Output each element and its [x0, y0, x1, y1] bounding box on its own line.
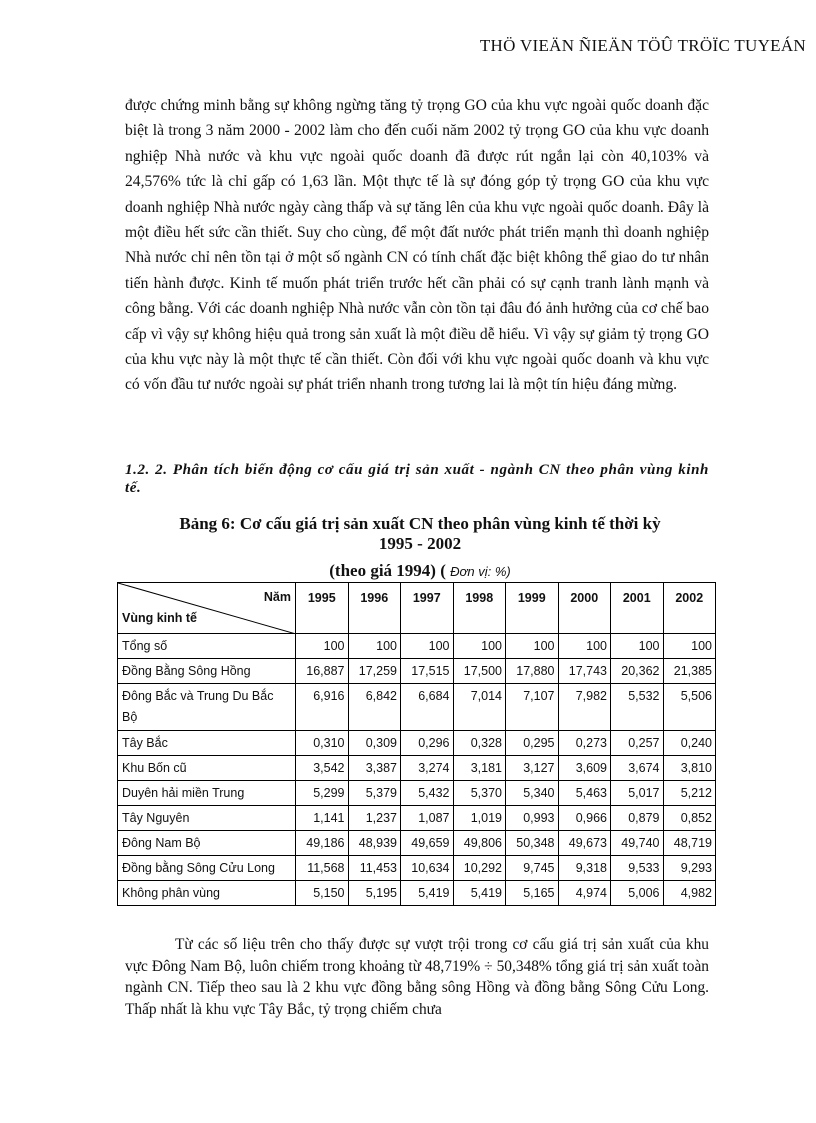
value-cell: 0,273 [558, 731, 611, 756]
value-cell: 7,107 [506, 684, 559, 731]
region-cell: Tây Nguyên [118, 806, 296, 831]
value-cell: 0,993 [506, 806, 559, 831]
region-cell: Duyên hải miền Trung [118, 781, 296, 806]
value-cell: 0,296 [401, 731, 454, 756]
table-caption-line1: Bảng 6: Cơ cấu giá trị sản xuất CN theo phân vùng kinh tế thời kỳ [179, 514, 661, 533]
value-cell: 1,237 [348, 806, 401, 831]
value-cell: 10,292 [453, 856, 506, 881]
body-paragraph-2: Từ các số liệu trên cho thấy được sự vượt trội trong cơ cấu giá trị sản xuất của khu vực Đông Nam Bộ, luôn chiếm trong khoảng từ 48,719% ÷ 50,348% tổng giá trị sản xuất toàn ngành CN. Tiếp theo sau là 2 khu vực đồng bằng sông Hồng và đồng bằng Sông Cửu Long. Thấp nhất là khu vực Tây Bắc, tỷ trọng chiếm chưa [125, 936, 709, 1018]
region-cell: Tổng số [118, 634, 296, 659]
value-cell: 0,257 [611, 731, 664, 756]
header-region-label: Vùng kinh tế [122, 611, 197, 625]
value-cell: 5,165 [506, 881, 559, 906]
year-header-cell: 1995 [296, 583, 349, 634]
value-cell: 3,810 [663, 756, 716, 781]
table-header-row [118, 583, 716, 634]
value-cell: 49,740 [611, 831, 664, 856]
value-cell: 3,181 [453, 756, 506, 781]
value-cell: 5,532 [611, 684, 664, 731]
value-cell: 3,542 [296, 756, 349, 781]
value-cell: 0,240 [663, 731, 716, 756]
year-header-cell: 2001 [611, 583, 664, 634]
table-row [118, 684, 716, 731]
region-cell: Không phân vùng [118, 881, 296, 906]
region-cell: Tây Bắc [118, 731, 296, 756]
table-caption [110, 514, 730, 554]
table-row [118, 781, 716, 806]
value-cell: 5,419 [453, 881, 506, 906]
value-cell: 6,842 [348, 684, 401, 731]
year-header-cell: 1998 [453, 583, 506, 634]
table-caption-line2: 1995 - 2002 [378, 534, 462, 553]
value-cell: 48,939 [348, 831, 401, 856]
value-cell: 49,186 [296, 831, 349, 856]
value-cell: 17,500 [453, 659, 506, 684]
value-cell: 9,745 [506, 856, 559, 881]
year-header-cell: 1997 [401, 583, 454, 634]
value-cell: 0,852 [663, 806, 716, 831]
value-cell: 100 [611, 634, 664, 659]
value-cell: 5,212 [663, 781, 716, 806]
value-cell: 1,087 [401, 806, 454, 831]
value-cell: 6,684 [401, 684, 454, 731]
value-cell: 100 [296, 634, 349, 659]
header-corner-cell [118, 583, 296, 634]
value-cell: 10,634 [401, 856, 454, 881]
value-cell: 5,463 [558, 781, 611, 806]
value-cell: 100 [506, 634, 559, 659]
region-cell: Đông Bắc và Trung Du Bắc Bộ [118, 684, 296, 731]
value-cell: 0,295 [506, 731, 559, 756]
value-cell: 0,309 [348, 731, 401, 756]
value-cell: 5,017 [611, 781, 664, 806]
year-header-cell: 2000 [558, 583, 611, 634]
table-row [118, 856, 716, 881]
value-cell: 1,019 [453, 806, 506, 831]
value-cell: 100 [453, 634, 506, 659]
table-row [118, 881, 716, 906]
value-cell: 1,141 [296, 806, 349, 831]
value-cell: 3,609 [558, 756, 611, 781]
value-cell: 0,310 [296, 731, 349, 756]
value-cell: 4,974 [558, 881, 611, 906]
data-table [117, 582, 716, 906]
table-unit-line [110, 561, 730, 582]
table-unit: Đơn vị: %) [450, 564, 511, 579]
value-cell: 100 [401, 634, 454, 659]
page-header: THÖ VIEÄN ÑIEÄN TÖÛ TRÖÏC TUYEÁN [479, 36, 806, 55]
value-cell: 50,348 [506, 831, 559, 856]
year-header-cell: 1999 [506, 583, 559, 634]
value-cell: 17,880 [506, 659, 559, 684]
table-row [118, 756, 716, 781]
year-header-cell: 2002 [663, 583, 716, 634]
value-cell: 17,515 [401, 659, 454, 684]
region-cell: Đồng bằng Sông Cửu Long [118, 856, 296, 881]
region-cell: Đông Nam Bộ [118, 831, 296, 856]
value-cell: 5,195 [348, 881, 401, 906]
value-cell: 9,533 [611, 856, 664, 881]
value-cell: 7,014 [453, 684, 506, 731]
value-cell: 11,453 [348, 856, 401, 881]
value-cell: 5,379 [348, 781, 401, 806]
value-cell: 49,673 [558, 831, 611, 856]
value-cell: 4,982 [663, 881, 716, 906]
table-row [118, 806, 716, 831]
value-cell: 3,127 [506, 756, 559, 781]
table-row [118, 831, 716, 856]
value-cell: 16,887 [296, 659, 349, 684]
value-cell: 0,966 [558, 806, 611, 831]
value-cell: 5,432 [401, 781, 454, 806]
value-cell: 20,362 [611, 659, 664, 684]
value-cell: 5,506 [663, 684, 716, 731]
value-cell: 6,916 [296, 684, 349, 731]
section-heading: 1.2. 2. Phân tích biến động cơ cấu giá trị sản xuất - ngành CN theo phân vùng kinh tế. [125, 462, 709, 496]
table-row [118, 659, 716, 684]
value-cell: 5,419 [401, 881, 454, 906]
value-cell: 100 [348, 634, 401, 659]
value-cell: 49,659 [401, 831, 454, 856]
value-cell: 9,318 [558, 856, 611, 881]
value-cell: 5,006 [611, 881, 664, 906]
value-cell: 3,674 [611, 756, 664, 781]
value-cell: 7,982 [558, 684, 611, 731]
value-cell: 0,328 [453, 731, 506, 756]
value-cell: 100 [558, 634, 611, 659]
value-cell: 17,259 [348, 659, 401, 684]
price-basis: (theo giá 1994) ( [329, 561, 446, 580]
table-row [118, 731, 716, 756]
value-cell: 0,879 [611, 806, 664, 831]
header-year-label: Năm [263, 590, 291, 604]
value-cell: 5,340 [506, 781, 559, 806]
value-cell: 5,299 [296, 781, 349, 806]
value-cell: 5,370 [453, 781, 506, 806]
year-header-cell: 1996 [348, 583, 401, 634]
value-cell: 48,719 [663, 831, 716, 856]
value-cell: 49,806 [453, 831, 506, 856]
value-cell: 11,568 [296, 856, 349, 881]
value-cell: 9,293 [663, 856, 716, 881]
value-cell: 5,150 [296, 881, 349, 906]
region-cell: Khu Bốn cũ [118, 756, 296, 781]
body-paragraph-1: được chứng minh bằng sự không ngừng tăng tỷ trọng GO của khu vực ngoài quốc doanh đặc biệt là trong 3 năm 2000 - 2002 làm cho đến cuối năm 2002 tỷ trọng GO của khu vực doanh nghiệp Nhà nước và khu vực ngoài quốc doanh đã được rút ngắn lại còn 40,103% và 24,576% tức là chỉ gấp có 1,63 lần. Một thực tế là sự đóng góp tỷ trọng GO của khu vực doanh nghiệp Nhà nước ngày càng thấp và sự tăng lên của khu vực ngoài quốc doanh. Đây là một điều hết sức cần thiết. Suy cho cùng, để một đất nước phát triển mạnh thì doanh nghiệp Nhà nước chỉ nên tồn tại ở một số ngành CN có tính chất đặc biệt không thể giao do tư nhân tiến hành được. Kinh tế muốn phát triển trước hết cần phải có sự cạnh tranh lành mạnh và công bằng. Với các doanh nghiệp Nhà nước vẫn còn tồn tại đâu đó ảnh hưởng của cơ chế bao cấp vì vậy sự không hiệu quả trong sản xuất là một điều dễ hiểu. Vì vậy sự giảm tỷ trọng GO của khu vực này là một thực tế cần thiết. Còn đối với khu vực ngoài quốc doanh và khu vực có vốn đầu tư nước ngoài sự phát triển nhanh trong tương lai là một tín hiệu đáng mừng. [125, 97, 709, 394]
value-cell: 21,385 [663, 659, 716, 684]
value-cell: 100 [663, 634, 716, 659]
table-row [118, 634, 716, 659]
value-cell: 17,743 [558, 659, 611, 684]
value-cell: 3,387 [348, 756, 401, 781]
region-cell: Đồng Bằng Sông Hồng [118, 659, 296, 684]
value-cell: 3,274 [401, 756, 454, 781]
